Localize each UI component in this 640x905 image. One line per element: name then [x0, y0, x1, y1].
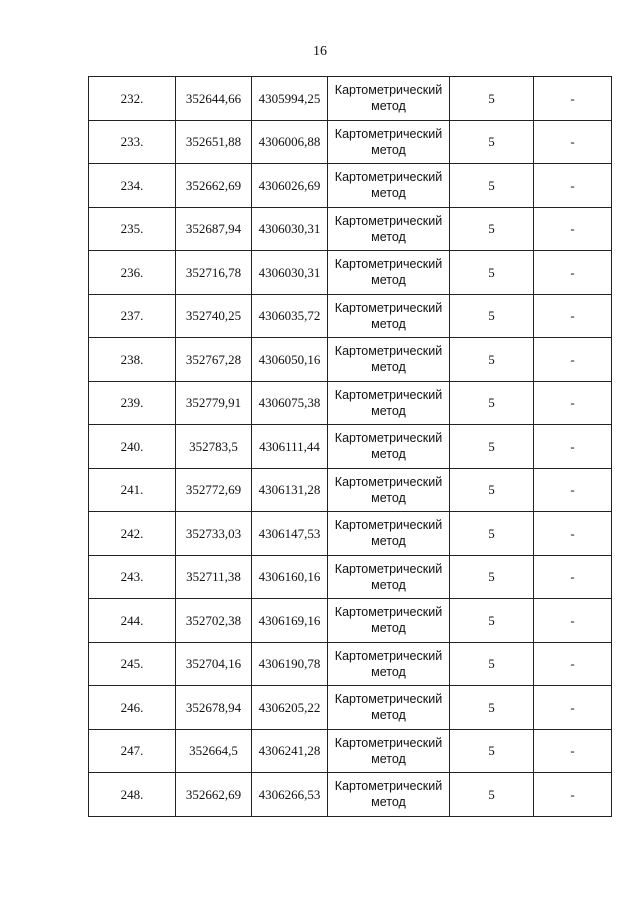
- note-cell: -: [534, 729, 612, 773]
- method-cell: Картометрический метод: [328, 294, 450, 338]
- x-coordinate-cell: 352740,25: [176, 294, 252, 338]
- y-coordinate-cell: 4306030,31: [252, 251, 328, 295]
- note-cell: -: [534, 599, 612, 643]
- table-row: [89, 773, 612, 817]
- note-cell: -: [534, 77, 612, 121]
- y-coordinate-cell: 4306006,88: [252, 120, 328, 164]
- table-row: [89, 164, 612, 208]
- accuracy-cell: 5: [450, 686, 534, 730]
- method-cell: Картометрический метод: [328, 642, 450, 686]
- table-row: [89, 120, 612, 164]
- table-row: [89, 468, 612, 512]
- note-cell: -: [534, 251, 612, 295]
- method-cell: Картометрический метод: [328, 599, 450, 643]
- point-number-cell: 234.: [89, 164, 176, 208]
- y-coordinate-cell: 4306190,78: [252, 642, 328, 686]
- table-row: [89, 555, 612, 599]
- accuracy-cell: 5: [450, 512, 534, 556]
- method-cell: Картометрический метод: [328, 729, 450, 773]
- accuracy-cell: 5: [450, 207, 534, 251]
- table-row: [89, 599, 612, 643]
- note-cell: -: [534, 555, 612, 599]
- accuracy-cell: 5: [450, 425, 534, 469]
- note-cell: -: [534, 294, 612, 338]
- y-coordinate-cell: 4306075,38: [252, 381, 328, 425]
- table-row: [89, 207, 612, 251]
- note-cell: -: [534, 120, 612, 164]
- point-number-cell: 239.: [89, 381, 176, 425]
- accuracy-cell: 5: [450, 729, 534, 773]
- y-coordinate-cell: 4306030,31: [252, 207, 328, 251]
- accuracy-cell: 5: [450, 294, 534, 338]
- method-cell: Картометрический метод: [328, 686, 450, 730]
- x-coordinate-cell: 352662,69: [176, 773, 252, 817]
- x-coordinate-cell: 352767,28: [176, 338, 252, 382]
- point-number-cell: 238.: [89, 338, 176, 382]
- note-cell: -: [534, 512, 612, 556]
- y-coordinate-cell: 4306050,16: [252, 338, 328, 382]
- y-coordinate-cell: 4306111,44: [252, 425, 328, 469]
- x-coordinate-cell: 352662,69: [176, 164, 252, 208]
- note-cell: -: [534, 425, 612, 469]
- y-coordinate-cell: 4306169,16: [252, 599, 328, 643]
- y-coordinate-cell: 4306147,53: [252, 512, 328, 556]
- method-cell: Картометрический метод: [328, 338, 450, 382]
- point-number-cell: 235.: [89, 207, 176, 251]
- point-number-cell: 232.: [89, 77, 176, 121]
- method-cell: Картометрический метод: [328, 207, 450, 251]
- note-cell: -: [534, 207, 612, 251]
- note-cell: -: [534, 338, 612, 382]
- y-coordinate-cell: 4306131,28: [252, 468, 328, 512]
- note-cell: -: [534, 468, 612, 512]
- table-row: [89, 729, 612, 773]
- x-coordinate-cell: 352644,66: [176, 77, 252, 121]
- accuracy-cell: 5: [450, 251, 534, 295]
- point-number-cell: 242.: [89, 512, 176, 556]
- point-number-cell: 241.: [89, 468, 176, 512]
- x-coordinate-cell: 352716,78: [176, 251, 252, 295]
- x-coordinate-cell: 352704,16: [176, 642, 252, 686]
- note-cell: -: [534, 686, 612, 730]
- method-cell: Картометрический метод: [328, 773, 450, 817]
- point-number-cell: 248.: [89, 773, 176, 817]
- x-coordinate-cell: 352733,03: [176, 512, 252, 556]
- y-coordinate-cell: 4306160,16: [252, 555, 328, 599]
- coordinates-table-body: [89, 77, 612, 817]
- table-row: [89, 294, 612, 338]
- y-coordinate-cell: 4306035,72: [252, 294, 328, 338]
- x-coordinate-cell: 352651,88: [176, 120, 252, 164]
- method-cell: Картометрический метод: [328, 512, 450, 556]
- x-coordinate-cell: 352772,69: [176, 468, 252, 512]
- x-coordinate-cell: 352702,38: [176, 599, 252, 643]
- note-cell: -: [534, 164, 612, 208]
- point-number-cell: 243.: [89, 555, 176, 599]
- point-number-cell: 246.: [89, 686, 176, 730]
- x-coordinate-cell: 352664,5: [176, 729, 252, 773]
- accuracy-cell: 5: [450, 164, 534, 208]
- table-row: [89, 251, 612, 295]
- y-coordinate-cell: 4305994,25: [252, 77, 328, 121]
- point-number-cell: 244.: [89, 599, 176, 643]
- accuracy-cell: 5: [450, 120, 534, 164]
- method-cell: Картометрический метод: [328, 120, 450, 164]
- point-number-cell: 233.: [89, 120, 176, 164]
- accuracy-cell: 5: [450, 338, 534, 382]
- method-cell: Картометрический метод: [328, 468, 450, 512]
- x-coordinate-cell: 352687,94: [176, 207, 252, 251]
- accuracy-cell: 5: [450, 381, 534, 425]
- method-cell: Картометрический метод: [328, 77, 450, 121]
- accuracy-cell: 5: [450, 555, 534, 599]
- x-coordinate-cell: 352779,91: [176, 381, 252, 425]
- table-row: [89, 686, 612, 730]
- y-coordinate-cell: 4306266,53: [252, 773, 328, 817]
- point-number-cell: 236.: [89, 251, 176, 295]
- accuracy-cell: 5: [450, 77, 534, 121]
- table-row: [89, 512, 612, 556]
- table-row: [89, 381, 612, 425]
- method-cell: Картометрический метод: [328, 251, 450, 295]
- x-coordinate-cell: 352678,94: [176, 686, 252, 730]
- y-coordinate-cell: 4306241,28: [252, 729, 328, 773]
- coordinates-table: [88, 76, 612, 817]
- accuracy-cell: 5: [450, 468, 534, 512]
- x-coordinate-cell: 352783,5: [176, 425, 252, 469]
- y-coordinate-cell: 4306205,22: [252, 686, 328, 730]
- accuracy-cell: 5: [450, 599, 534, 643]
- note-cell: -: [534, 773, 612, 817]
- accuracy-cell: 5: [450, 773, 534, 817]
- method-cell: Картометрический метод: [328, 425, 450, 469]
- x-coordinate-cell: 352711,38: [176, 555, 252, 599]
- point-number-cell: 240.: [89, 425, 176, 469]
- point-number-cell: 245.: [89, 642, 176, 686]
- note-cell: -: [534, 642, 612, 686]
- table-row: [89, 338, 612, 382]
- table-row: [89, 642, 612, 686]
- page-number: 16: [313, 44, 327, 59]
- note-cell: -: [534, 381, 612, 425]
- accuracy-cell: 5: [450, 642, 534, 686]
- method-cell: Картометрический метод: [328, 164, 450, 208]
- point-number-cell: 237.: [89, 294, 176, 338]
- y-coordinate-cell: 4306026,69: [252, 164, 328, 208]
- table-row: [89, 425, 612, 469]
- table-row: [89, 77, 612, 121]
- method-cell: Картометрический метод: [328, 555, 450, 599]
- point-number-cell: 247.: [89, 729, 176, 773]
- method-cell: Картометрический метод: [328, 381, 450, 425]
